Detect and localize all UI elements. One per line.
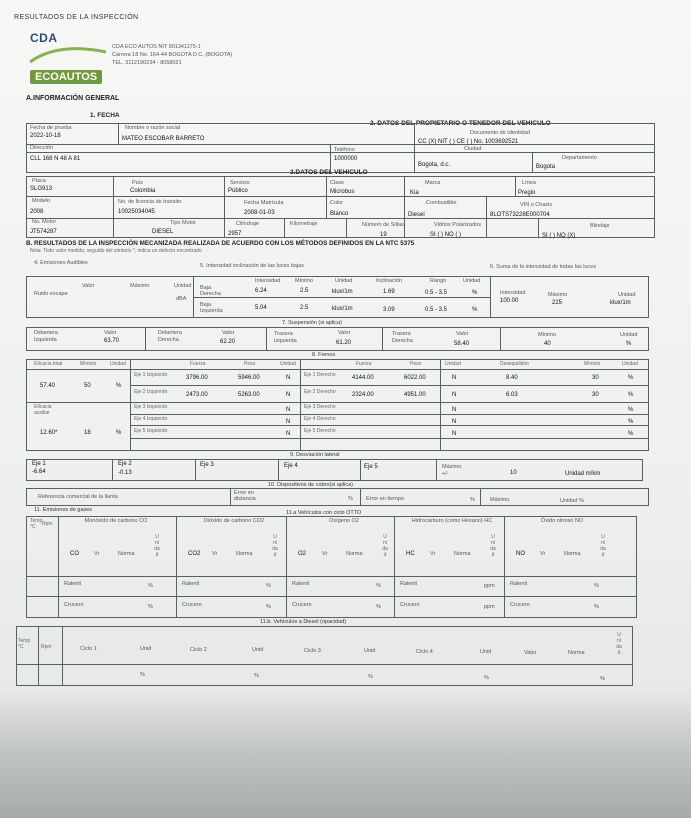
brake-left-fuerza: 3796.00 bbox=[186, 375, 208, 381]
brake-right-unit: N bbox=[452, 392, 457, 398]
eficacia-auxiliar-unit: % bbox=[116, 430, 122, 436]
gas-ralenti-unit: ppm bbox=[484, 583, 495, 589]
baja-derecha-label: Baja Derecha bbox=[200, 285, 221, 297]
document-title: RESULTADOS DE LA INSPECCIÓN bbox=[14, 14, 139, 21]
eficacia-minimo-header: Mínimo bbox=[80, 361, 97, 367]
brake-right-unit: N bbox=[452, 419, 457, 425]
gas-norma-label: Norma bbox=[346, 551, 363, 557]
brake-left-unit: N bbox=[286, 419, 291, 425]
susp-minimo-value: 40 bbox=[544, 341, 551, 347]
gas-vr-label: Vr bbox=[212, 551, 218, 557]
eje2-value: -0.13 bbox=[118, 470, 132, 476]
combustible-value: Diesel bbox=[408, 212, 425, 218]
gas-column-title: Dióxido de carbono CO2 bbox=[203, 518, 265, 524]
brake-right-unit: N bbox=[452, 431, 457, 437]
sillas-label: Número de Sillas bbox=[362, 222, 404, 228]
brake-deseq-max: 30 bbox=[592, 392, 599, 398]
logo-ecoautos: ECOAUTOS bbox=[30, 70, 102, 84]
desviacion-max-value: 10 bbox=[510, 470, 517, 476]
luces-bajas-label: 5. Intensidad inclinación de las luces bajas bbox=[200, 263, 304, 269]
eje4-label: Eje 4 bbox=[284, 463, 298, 469]
cobro-tiempo-unit: % bbox=[470, 497, 475, 503]
clase-value: Microbus bbox=[330, 189, 355, 195]
company-line-2: Carrera 18 No. 164-44 BOGOTA D.C. (BOGOTA) bbox=[112, 52, 233, 58]
marca-label: Marca bbox=[425, 180, 441, 186]
blindaje-value: SI ( ) NO (X) bbox=[542, 233, 576, 239]
linea-value: Pregio bbox=[518, 190, 536, 196]
eficacia-auxiliar-label: Eficacia auxiliar bbox=[34, 404, 52, 416]
brake-deseq-pct: % bbox=[628, 392, 634, 398]
diesel-box bbox=[16, 626, 633, 686]
sillas-value: 19 bbox=[380, 232, 387, 238]
baja-derecha-minimo: 2.5 bbox=[300, 288, 309, 294]
desequilibrio-header: Desequilibrio bbox=[500, 361, 529, 367]
brake-right-fuerza: 2324.00 bbox=[352, 392, 374, 398]
brake-right-peso: 4951.00 bbox=[404, 392, 426, 398]
logo-mark bbox=[28, 46, 108, 64]
luces-unidad-header: Unidad bbox=[335, 278, 353, 284]
color-label: Color bbox=[330, 200, 344, 206]
modelo-label: Modelo bbox=[32, 198, 51, 204]
cobro-referencia-label: Referencia comercial de la llanta bbox=[38, 494, 118, 500]
fecha-value: 2022-10-18 bbox=[30, 133, 61, 139]
eje3-label: Eje 3 bbox=[200, 462, 214, 468]
tipo-motor-label: Tipo Motor bbox=[170, 220, 197, 226]
del-der-value: 62.20 bbox=[220, 339, 236, 345]
baja-izquierda-unidad: klux/1m bbox=[332, 306, 353, 312]
suma-unidad-value: klux/1m bbox=[610, 300, 631, 306]
baja-derecha-rango: 0.5 - 3.5 bbox=[425, 290, 448, 296]
gas-ralenti-unit: % bbox=[266, 583, 271, 589]
cobro-distancia-unit: % bbox=[348, 496, 353, 502]
brake-right-label: Eje 4 Derecho bbox=[304, 416, 336, 422]
vidrios-value: SI ( ) NO ( ) bbox=[430, 232, 461, 238]
eje1-value: -6.64 bbox=[32, 469, 46, 475]
diesel-pct3: % bbox=[368, 674, 373, 680]
pais-value: Colombia bbox=[130, 188, 156, 194]
tipo-motor-value: DIESEL bbox=[152, 229, 174, 235]
eficacia-total-unit: % bbox=[116, 383, 122, 389]
gas-crucero-label: Crucero bbox=[400, 602, 420, 608]
baja-derecha-inclinacion: 1.69 bbox=[383, 289, 395, 295]
cobro-max-label: Máximo bbox=[490, 497, 510, 503]
company-line-1: CDA ECO AUTOS NIT 901341175-1 bbox=[112, 44, 201, 50]
eficacia-auxiliar-minimo: 18 bbox=[84, 430, 91, 436]
ruido-unit: dBA bbox=[176, 296, 187, 302]
eficacia-unidad-header: Unidad bbox=[110, 361, 126, 367]
otto-box bbox=[26, 516, 637, 618]
gas-crucero-unit: % bbox=[148, 604, 153, 610]
brake-right-peso: 6022.00 bbox=[404, 375, 426, 381]
luces-inclinacion-header: Inclinación bbox=[376, 278, 402, 284]
gas-unidad-vertical: Unidad bbox=[600, 534, 606, 558]
kilometraje-label: Kilometraje bbox=[290, 221, 318, 227]
desviacion-unit: Unidad m/km bbox=[565, 471, 601, 477]
suma-intensidad-value: 100.00 bbox=[500, 298, 519, 304]
brake-left-unit: N bbox=[286, 375, 291, 381]
del-izq-label: Delantera Izquierda bbox=[34, 330, 58, 343]
cobro-tiempo-label: Error en tiempo bbox=[366, 496, 404, 502]
fecha-header: 1. FECHA bbox=[90, 112, 120, 119]
gas-crucero-label: Crucero bbox=[510, 602, 530, 608]
gas-crucero-unit: % bbox=[266, 604, 271, 610]
gas-norma-label: Norma bbox=[118, 551, 135, 557]
gas-ralenti-unit: % bbox=[148, 583, 153, 589]
color-value: Blanco bbox=[330, 211, 349, 217]
brake-left-label: Eje 4 Izquierdo bbox=[134, 416, 168, 422]
gas-column-title: Óxido nitroso NO bbox=[540, 518, 584, 524]
baja-derecha-pct: % bbox=[472, 290, 478, 296]
del-der-label: Delantera Derecha bbox=[158, 330, 182, 343]
eficacia-total-header: Eficacia total bbox=[34, 361, 63, 367]
left-peso-header: Peso bbox=[244, 361, 256, 367]
gas-ralenti-label: Ralentí bbox=[64, 581, 82, 587]
owner-header: 2. DATOS DEL PROPIETARIO O TENEDOR DEL VEHICULO bbox=[370, 120, 551, 127]
brake-left-unit: N bbox=[286, 431, 291, 437]
depto-value: Bogota bbox=[536, 164, 556, 170]
gas-symbol: O2 bbox=[298, 551, 307, 557]
brake-left-label: Eje 2 Izquierdo bbox=[134, 389, 168, 395]
tra-der-label: Trasera Derecha bbox=[392, 331, 413, 344]
gas-ralenti-unit: % bbox=[594, 583, 599, 589]
gas-crucero-unit: % bbox=[376, 604, 381, 610]
brake-right-fuerza: 4144.00 bbox=[352, 375, 374, 381]
section-b-title: B. RESULTADOS DE LA INSPECCIÓN MECANIZADA REALIZADA DE ACUERDO CON LOS MÉTODOS DEFINIDOS EN LA NTC 5375 bbox=[26, 240, 415, 247]
brake-left-label: Eje 3 Izquierdo bbox=[134, 404, 168, 410]
brake-deseq-value: 6.03 bbox=[506, 392, 518, 398]
gas-unidad-vertical: Unidad bbox=[490, 534, 496, 558]
eje2-label: Eje 2 bbox=[118, 461, 132, 467]
gases-header: 11. Emisiones de gases bbox=[34, 507, 92, 513]
linea-label: Línea bbox=[522, 180, 536, 186]
diesel-pct4: % bbox=[484, 675, 489, 681]
diesel-unidad-vertical bbox=[616, 632, 622, 656]
baja-izquierda-inclinacion: 3.09 bbox=[383, 307, 395, 313]
brake-deseq-pct: % bbox=[628, 375, 634, 381]
blindaje-label: Blindaje bbox=[590, 223, 610, 229]
deseq-minimo-header: Mínimo bbox=[584, 361, 601, 367]
brake-left-unit: N bbox=[286, 392, 291, 398]
tra-der-value: 58.40 bbox=[454, 341, 470, 347]
otto-rpm-label: Rpm bbox=[42, 521, 53, 527]
diesel-pct2: % bbox=[254, 673, 259, 679]
cobro-box bbox=[26, 488, 649, 506]
doc-value: CC (X) NIT ( ) CE ( ) No. 1003692521 bbox=[418, 139, 519, 145]
emisiones-audibles-label: 4. Emisiones Audibles bbox=[34, 260, 88, 266]
brake-right-label: Eje 3 Derecho bbox=[304, 404, 336, 410]
gas-ralenti-unit: % bbox=[376, 583, 381, 589]
brake-right-unit: N bbox=[452, 375, 457, 381]
otto-temp-label: Temp °C bbox=[30, 518, 43, 530]
pais-label: País bbox=[132, 180, 144, 186]
del-der-valor-label: Valor bbox=[222, 330, 235, 336]
nombre-label: Nombre o razón social bbox=[125, 125, 181, 131]
combustible-label: Combustible bbox=[426, 200, 457, 206]
vehicle-header: 3.DATOS DEL VEHICULO bbox=[290, 169, 368, 176]
brake-deseq-value: 8.40 bbox=[506, 375, 518, 381]
brake-right-label: Eje 2 Derecho bbox=[304, 389, 336, 395]
vin-value: 8LOTS73228E000704 bbox=[490, 212, 550, 218]
baja-izquierda-rango: 0.5 - 3.5 bbox=[425, 307, 448, 313]
suma-luces-label: 6. Suma de la intensidad de todas las luces bbox=[490, 264, 597, 270]
brake-deseq-pct: % bbox=[628, 419, 634, 425]
servicio-value: Público bbox=[228, 188, 248, 194]
desviacion-max-label: Máximo +/- bbox=[442, 464, 462, 477]
gas-crucero-unit: % bbox=[594, 604, 599, 610]
vin-label: VIN o Chasis bbox=[520, 202, 553, 208]
gas-unidad-vertical: Unidad bbox=[382, 534, 388, 558]
cobro-distancia-label: Error en distancia bbox=[234, 490, 256, 502]
suma-maximo-value: 225 bbox=[552, 300, 563, 306]
brake-left-unit: N bbox=[286, 407, 291, 413]
diesel-unid4: Unid bbox=[480, 649, 492, 655]
gas-ralenti-label: Ralentí bbox=[292, 581, 310, 587]
suma-unidad-label: Unidad bbox=[618, 292, 636, 298]
gas-vr-label: Vr bbox=[430, 551, 436, 557]
tra-izq-value: 61.20 bbox=[336, 340, 352, 346]
brake-deseq-max: 30 bbox=[592, 375, 599, 381]
nombre-value: MATEO ESCOBAR BARRETO bbox=[122, 136, 205, 142]
diesel-temp-label: Temp °C bbox=[18, 638, 31, 650]
gas-symbol: CO2 bbox=[188, 551, 201, 557]
fecha-label: Fecha de prueba bbox=[30, 125, 72, 131]
matricula-value: 2008-01-03 bbox=[244, 210, 275, 216]
tra-izq-label: Trasera Izquierda bbox=[274, 331, 297, 344]
nota-text: Nota: Todo valor medido, seguido del símbolo *, indica un defecto encontrado bbox=[30, 248, 202, 254]
brake-left-fuerza: 2473.00 bbox=[186, 392, 208, 398]
gas-unidad-vertical: Unidad bbox=[272, 534, 278, 558]
brake-left-peso: 5946.00 bbox=[238, 375, 260, 381]
left-fuerza-header: Fuerza bbox=[190, 361, 206, 367]
gas-ralenti-label: Ralentí bbox=[400, 581, 418, 587]
telefono-label: Teléfono bbox=[334, 147, 355, 153]
clase-label: Clase bbox=[330, 180, 345, 186]
eje1-label: Eje 1 bbox=[32, 461, 46, 467]
luces-intensidad-header: Intensidad bbox=[255, 278, 281, 284]
suma-intensidad-label: Intensidad bbox=[500, 290, 526, 296]
frenos-header: 8. Frenos bbox=[312, 352, 336, 358]
desviacion-header: 9. Desviación lateral bbox=[290, 452, 340, 458]
diesel-ciclo4: Ciclo 4 bbox=[416, 649, 433, 655]
otto-header: 11.a Vehículos con ciclo OTTO bbox=[286, 510, 362, 516]
licencia-label: No. de licencia de transito bbox=[118, 199, 182, 205]
eficacia-auxiliar-value: 12.60* bbox=[40, 430, 58, 436]
ruido-unidad-header: Unidad bbox=[174, 283, 192, 289]
deseq-unidad-header: Unidad bbox=[622, 361, 638, 367]
susp-unidad-value: % bbox=[626, 341, 632, 347]
diesel-pct1: % bbox=[140, 672, 145, 678]
cobro-unit-label: Unidad % bbox=[560, 498, 584, 504]
brake-left-label: Eje 1 Izquierdo bbox=[134, 372, 168, 378]
luces-rango-header: Rango bbox=[430, 278, 447, 284]
tra-der-valor-label: Valor bbox=[456, 331, 469, 337]
diesel-rpm-label: Rpm bbox=[41, 644, 52, 650]
cilindraje-value: 2957 bbox=[228, 231, 242, 237]
gas-symbol: HC bbox=[406, 551, 415, 557]
brake-deseq-pct: % bbox=[628, 407, 634, 413]
brake-right-label: Eje 5 Derecho bbox=[304, 428, 336, 434]
vidrios-label: Vidrios Polarizados bbox=[434, 222, 481, 228]
suma-maximo-label: Máximo bbox=[548, 292, 568, 298]
diesel-unid3: Unid bbox=[364, 648, 376, 654]
luces-unidad2-header: Unidad bbox=[463, 278, 481, 284]
susp-minimo-label: Mínimo bbox=[538, 332, 557, 338]
gas-vr-label: Vr bbox=[540, 551, 546, 557]
diesel-header: 11.b. Vehículos a Diesel (opacidad) bbox=[260, 619, 347, 625]
eje5-label: Eje 5 bbox=[364, 464, 378, 470]
right-unidad-header: Unidad bbox=[445, 361, 461, 367]
modelo-value: 2008 bbox=[30, 209, 44, 215]
baja-derecha-intensidad: 6.24 bbox=[255, 288, 267, 294]
cilindraje-label: Cilindraje bbox=[236, 221, 259, 227]
baja-izquierda-intensidad: 5.04 bbox=[255, 305, 267, 311]
telefono-value: 1000000 bbox=[334, 156, 358, 162]
luces-minimo-header: Mínimo bbox=[295, 278, 314, 284]
baja-derecha-unidad: klux/1m bbox=[332, 289, 353, 295]
gas-norma-label: Norma bbox=[564, 551, 581, 557]
licencia-value: 10025034045 bbox=[118, 209, 155, 215]
right-peso-header: Peso bbox=[410, 361, 422, 367]
ruido-valor-header: Valor bbox=[82, 283, 95, 289]
marca-value: Kia bbox=[410, 190, 419, 196]
diesel-ciclo2: Ciclo 2 bbox=[190, 647, 207, 653]
gas-norma-label: Norma bbox=[454, 551, 471, 557]
gas-column-title: Hidrocarburo (como Hexano) HC bbox=[411, 518, 493, 524]
gas-column-title: Oxígeno O2 bbox=[329, 518, 359, 524]
brake-deseq-pct: % bbox=[628, 431, 634, 437]
gas-unidad-vertical: Unidad bbox=[154, 534, 160, 558]
ruido-maximo-header: Máximo bbox=[130, 283, 150, 289]
section-a-title: A.INFORMACIÓN GENERAL bbox=[26, 95, 120, 102]
baja-izquierda-label: Baja Izquierda bbox=[200, 302, 223, 314]
logo-cda: CDA bbox=[30, 31, 58, 45]
gas-crucero-unit: ppm bbox=[484, 604, 495, 610]
depto-label: Departamento bbox=[562, 155, 597, 161]
placa-value: SLG913 bbox=[30, 186, 53, 192]
doc-label: Documento de Identidad bbox=[470, 130, 530, 136]
ruido-escape-label: Ruido escape bbox=[34, 291, 68, 297]
motor-value: JT574287 bbox=[30, 229, 57, 235]
ciudad-value: Bogota, d.c. bbox=[418, 162, 451, 168]
suspension-header: 7. Suspensión (si aplica) bbox=[282, 320, 342, 326]
gas-vr-label: Vr bbox=[94, 551, 100, 557]
brake-right-label: Eje 1 Derecho bbox=[304, 372, 336, 378]
diesel-unid2: Unid bbox=[252, 647, 264, 653]
susp-unidad-label: Unidad bbox=[620, 332, 638, 338]
brake-left-peso: 5263.00 bbox=[238, 392, 260, 398]
gas-crucero-label: Crucero bbox=[182, 602, 202, 608]
motor-label: No. Motor bbox=[32, 219, 57, 225]
eficacia-total-value: 57.40 bbox=[40, 383, 56, 389]
gas-ralenti-label: Ralentí bbox=[510, 581, 528, 587]
diesel-ciclo1: Ciclo 1 bbox=[80, 646, 97, 652]
brake-right-unit: N bbox=[452, 407, 457, 413]
servicio-label: Servicio bbox=[230, 180, 250, 186]
diesel-valor: Valor bbox=[524, 650, 537, 656]
gas-ralenti-label: Ralentí bbox=[182, 581, 200, 587]
diesel-unid1: Unid bbox=[140, 646, 152, 652]
tra-izq-valor-label: Valor bbox=[338, 330, 351, 336]
direccion-label: Dirección bbox=[30, 145, 53, 151]
gas-crucero-label: Crucero bbox=[64, 602, 84, 608]
matricula-label: Fecha Matrícula bbox=[244, 200, 284, 206]
placa-label: Placa bbox=[32, 178, 46, 184]
gas-crucero-label: Crucero bbox=[292, 602, 312, 608]
photo-shadow bbox=[0, 690, 691, 818]
diesel-pct5: % bbox=[600, 676, 605, 682]
diesel-norma: Norma bbox=[568, 650, 585, 656]
ciudad-label: Ciudad bbox=[464, 146, 482, 152]
gas-symbol: CO bbox=[70, 551, 79, 557]
eficacia-total-minimo: 50 bbox=[84, 383, 91, 389]
gas-column-title: Monóxido de carbono CO bbox=[84, 518, 148, 524]
brake-left-label: Eje 5 Izquierdo bbox=[134, 428, 168, 434]
del-izq-valor-label: Valor bbox=[104, 330, 117, 336]
cobro-header: 10. Dispositivos de cobro(si aplica) bbox=[268, 482, 353, 488]
del-izq-value: 63.70 bbox=[104, 338, 120, 344]
gas-vr-label: Vr bbox=[322, 551, 328, 557]
gas-norma-label: Norma bbox=[236, 551, 253, 557]
diesel-ciclo3: Ciclo 3 bbox=[304, 648, 321, 654]
baja-izquierda-pct: % bbox=[472, 307, 478, 313]
company-line-3: TEL. 3112190234 - 8058021 bbox=[112, 60, 182, 66]
baja-izquierda-minimo: 2.5 bbox=[300, 305, 309, 311]
direccion-value: CLL 168 N 48 A 81 bbox=[30, 156, 81, 162]
right-fuerza-header: Fuerza bbox=[356, 361, 372, 367]
left-unidad-header: Unidad bbox=[280, 361, 296, 367]
gas-symbol: NO bbox=[516, 551, 525, 557]
diesel-unidad-text: Unidad bbox=[616, 632, 622, 656]
